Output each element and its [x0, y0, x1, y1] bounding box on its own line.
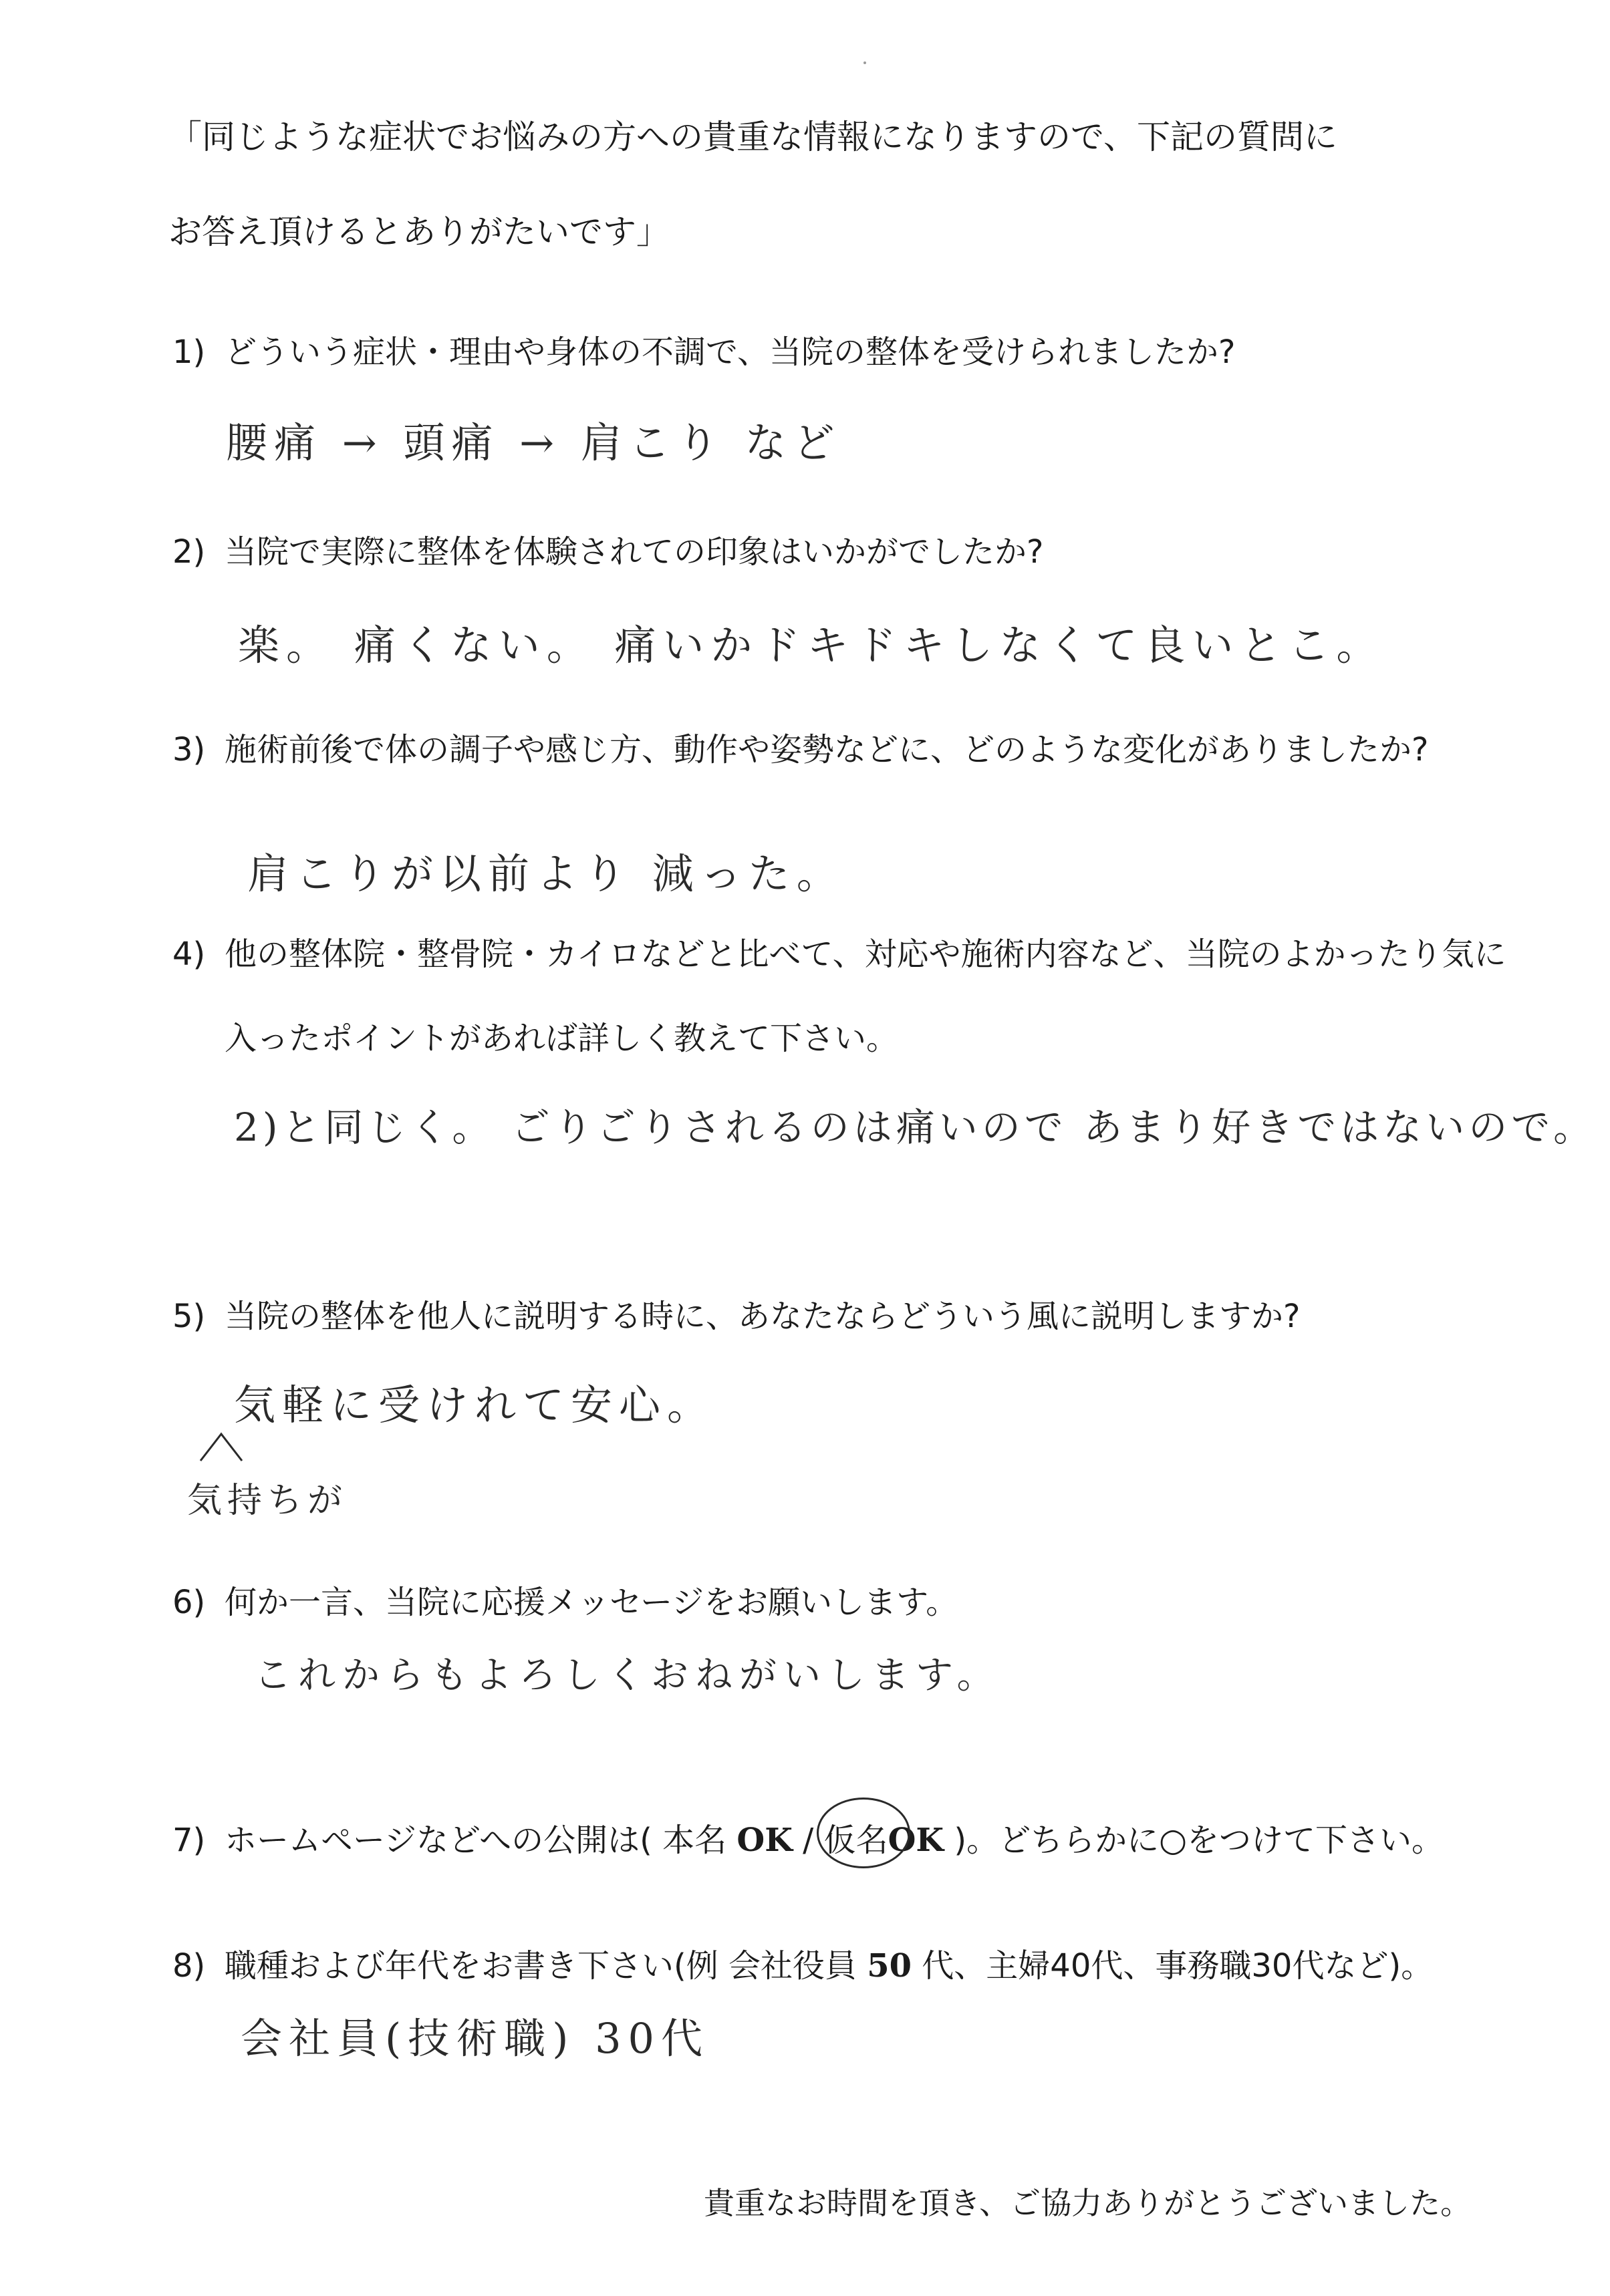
question-text: 当院の整体を他人に説明する時に、あなたならどういう風に説明しますか? — [225, 1298, 1301, 1335]
pseudonym-circle-mark — [817, 1798, 910, 1868]
answer-5: 気軽に受けれて安心。 — [234, 1381, 716, 1429]
stray-mark — [863, 61, 866, 64]
answer-4: 2)と同じく。 ごりごりされるのは痛いので あまり好きではないので。 — [234, 1105, 1597, 1150]
question-5 — [172, 1298, 1301, 1335]
example-age: 50 — [867, 1947, 912, 1985]
question-number: 4) — [172, 936, 206, 973]
question-number: 8) — [172, 1947, 206, 1985]
question-text-end: 代、主婦40代、事務職30代など)。 — [912, 1947, 1434, 1985]
question-text: 当院で実際に整体を体験されての印象はいかがでしたか? — [225, 533, 1044, 571]
question-text: 他の整体院・整骨院・カイロなどと比べて、対応や施術内容など、当院のよかったり気に — [225, 936, 1506, 973]
answer-2: 楽。 痛くない。 痛いかドキドキしなくて良いとこ。 — [238, 621, 1385, 670]
question-4-continued: 入ったポイントがあれば詳しく教えて下さい。 — [225, 1020, 899, 1057]
question-4 — [172, 936, 1506, 973]
question-number: 7) — [172, 1822, 206, 1859]
question-text: 職種および年代をお書き下さい(例 会社役員 — [225, 1947, 867, 1985]
question-2 — [172, 533, 1044, 571]
question-text: ホームページなどへの公開は( 本名 — [225, 1822, 737, 1859]
question-text: どういう症状・理由や身体の不調で、当院の整体を受けられましたか? — [225, 333, 1236, 371]
question-number: 2) — [172, 533, 206, 571]
question-number: 5) — [172, 1298, 206, 1335]
answer-3: 肩こりが以前より 減った。 — [247, 849, 845, 898]
insertion-caret-icon — [198, 1430, 245, 1463]
question-text: 何か一言、当院に応援メッセージをお願いします。 — [225, 1584, 958, 1621]
question-number: 6) — [172, 1584, 206, 1621]
real-name-ok: OK — [736, 1822, 793, 1859]
question-text: 施術前後で体の調子や感じ方、動作や姿勢などに、どのような変化がありましたか? — [225, 731, 1429, 768]
separator: / — [792, 1822, 824, 1859]
question-8 — [172, 1947, 1434, 1985]
pseudonym-label: 仮名 — [823, 1822, 888, 1859]
closing-message: 貴重なお時間を頂き、ご協力ありがとうございました。 — [704, 2185, 1472, 2221]
question-3 — [172, 731, 1429, 768]
answer-8: 会社員(技術職) 30代 — [241, 2014, 709, 2063]
question-6 — [172, 1584, 958, 1621]
question-number: 1) — [172, 333, 206, 371]
question-1 — [172, 333, 1236, 371]
question-number: 3) — [172, 731, 206, 768]
answer-6: これからもよろしくおねがいします。 — [254, 1654, 1001, 1697]
question-7 — [172, 1822, 1444, 1859]
answer-1: 腰痛 → 頭痛 → 肩こり など — [226, 418, 841, 467]
question-text-end: )。どちらかに○をつけて下さい。 — [944, 1822, 1444, 1859]
pseudonym-ok: OK — [888, 1822, 944, 1859]
answer-5-insert: 気持ちが — [187, 1481, 348, 1521]
intro-line-2: お答え頂けるとありがたいです」 — [168, 212, 670, 251]
intro-line-1: 「同じような症状でお悩みの方への貴重な情報になりますので、下記の質問に — [168, 118, 1337, 156]
